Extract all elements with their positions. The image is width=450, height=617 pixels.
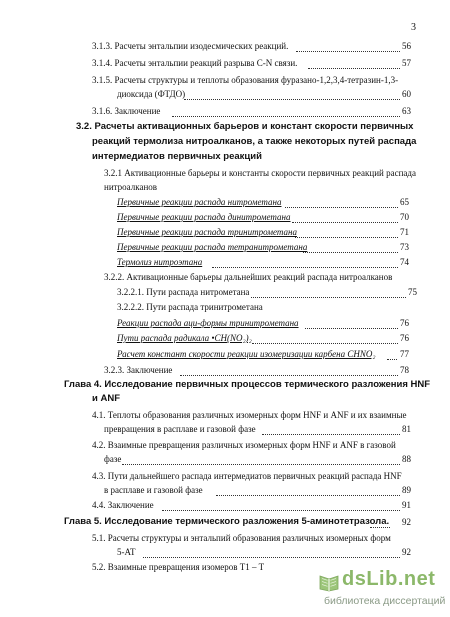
toc-entry-text: Первичные реакции распада нитрометана — [117, 197, 282, 207]
toc-entry-text: Реакции распада аци-формы тринитрометана — [117, 318, 299, 328]
toc-page-number: 78 — [400, 365, 409, 375]
watermark — [318, 568, 444, 612]
toc-page-number: 89 — [402, 485, 411, 495]
toc-page-number: 60 — [402, 89, 411, 99]
toc-entry-text: 3.2.2.2. Пути распада тринитрометана — [117, 302, 263, 312]
toc-page-number: 74 — [400, 257, 409, 267]
toc-page-number: 76 — [400, 333, 409, 343]
toc-page-number: 75 — [408, 287, 417, 297]
toc-entry-text: Пути распада радикала •CH(NO₂)₂ — [117, 333, 252, 343]
toc-entry-text: Термолиз нитроэтана — [117, 257, 203, 267]
toc-page-number: 76 — [400, 318, 409, 328]
toc-page-number: 91 — [402, 500, 411, 510]
chapter-heading: Глава 4. Исследование первичных процессов термического разложения HNF — [64, 379, 431, 390]
toc-entry-text: Расчет констант скорости реакции изомеризации карбена CHNO₂ — [117, 349, 376, 359]
watermark-subtitle: библиотека диссертаций — [324, 595, 446, 607]
toc-entry-text: 3.2.3. Заключение — [104, 365, 173, 375]
toc-leader — [262, 434, 400, 435]
toc-entry-text: в расплаве и газовой фазе — [104, 485, 203, 495]
section-heading: 3.2. Расчеты активационных барьеров и констант скорости первичных — [76, 121, 414, 132]
page-number: 3 — [411, 22, 416, 33]
toc-entry-text: превращения в расплаве и газовой фазе — [104, 424, 256, 434]
toc-leader — [252, 343, 398, 344]
toc-entry-text: 5.2. Взаимные превращения изомеров T1 – T — [92, 562, 265, 572]
toc-leader — [212, 267, 398, 268]
toc-entry-text: диоксида (ФТДО) — [117, 89, 186, 99]
toc-leader — [184, 99, 400, 100]
toc-leader — [295, 237, 398, 238]
toc-leader — [285, 207, 398, 208]
toc-leader — [143, 557, 400, 558]
toc-entry-text: 3.1.6. Заключение — [92, 106, 161, 116]
toc-entry-text: 3.1.3. Расчеты энтальпии изодесмических реакций. — [92, 41, 289, 51]
toc-leader — [305, 328, 398, 329]
toc-entry-text: 4.1. Теплоты образования различных изомерных форм HNF и ANF и их взаимные — [92, 410, 407, 420]
section-heading: интермедиатов первичных реакций — [92, 151, 262, 162]
toc-page-number: 88 — [402, 454, 411, 464]
toc-page-number: 56 — [402, 41, 411, 51]
toc-entry-text: 5-AT — [117, 547, 136, 557]
toc-leader — [216, 495, 400, 496]
toc-entry-text: 3.2.1 Активационные барьеры и константы скорости первичных реакций распада — [104, 168, 416, 178]
toc-entry-text: 3.2.2.1. Пути распада нитрометана — [117, 287, 250, 297]
toc-page-number: 81 — [402, 424, 411, 434]
toc-entry-text: 4.3. Пути дальнейшего распада интермедиатов первичных реакций распада HNF — [92, 471, 402, 481]
toc-page-number: 63 — [402, 106, 411, 116]
book-icon — [318, 572, 340, 597]
toc-entry-text: 3.1.4. Расчеты энтальпии реакций разрыва C-N связи. — [92, 58, 298, 68]
toc-leader — [180, 375, 398, 376]
toc-page-number: 71 — [400, 227, 409, 237]
toc-entry-text: 5.1. Расчеты структуры и энтальпий образования различных изомерных форм — [92, 533, 391, 543]
toc-entry-text: Первичные реакции распада тринитрометана — [117, 227, 297, 237]
toc-leader — [251, 297, 406, 298]
watermark-logo: dsLib.net — [342, 568, 436, 590]
toc-leader — [162, 510, 400, 511]
toc-entry-text: фазе — [104, 454, 122, 464]
toc-page-number: 57 — [402, 58, 411, 68]
toc-page-number: 77 — [400, 349, 409, 359]
toc-page-number: 73 — [400, 242, 409, 252]
toc-entry-text: Первичные реакции распада динитрометана — [117, 212, 291, 222]
toc-leader — [172, 116, 400, 117]
toc-entry-text: 3.2.2. Активационные барьеры дальнейших реакций распада нитроалканов — [104, 272, 393, 282]
toc-leader — [122, 464, 400, 465]
toc-entry-text: Первичные реакции распада тетранитрометана — [117, 242, 308, 252]
toc-entry-text: нитроалканов — [104, 182, 158, 192]
toc-leader — [308, 68, 400, 69]
toc-entry-text: 4.2. Взаимные превращения различных изомерных форм HNF и ANF в газовой — [92, 440, 396, 450]
toc-page-number: 70 — [400, 212, 409, 222]
toc-page-number: 92 — [402, 547, 411, 557]
chapter-heading: Глава 5. Исследование термического разложения 5-аминотетразола. — [64, 516, 390, 527]
section-heading: реакций термолиза нитроалканов, а также некоторых путей распада — [92, 136, 417, 147]
toc-leader — [387, 359, 397, 360]
toc-page-number: 92 — [402, 517, 411, 527]
toc-leader — [292, 222, 398, 223]
toc-entry-text: 3.1.5. Расчеты структуры и теплоты образования фуразано-1,2,3,4-тетразин-1,3- — [92, 75, 399, 85]
toc-leader — [296, 51, 400, 52]
toc-leader — [370, 527, 390, 528]
toc-entry-text: 4.4. Заключение — [92, 500, 154, 510]
chapter-heading: и ANF — [92, 393, 121, 404]
toc-page-number: 65 — [400, 197, 409, 207]
toc-leader — [303, 252, 398, 253]
